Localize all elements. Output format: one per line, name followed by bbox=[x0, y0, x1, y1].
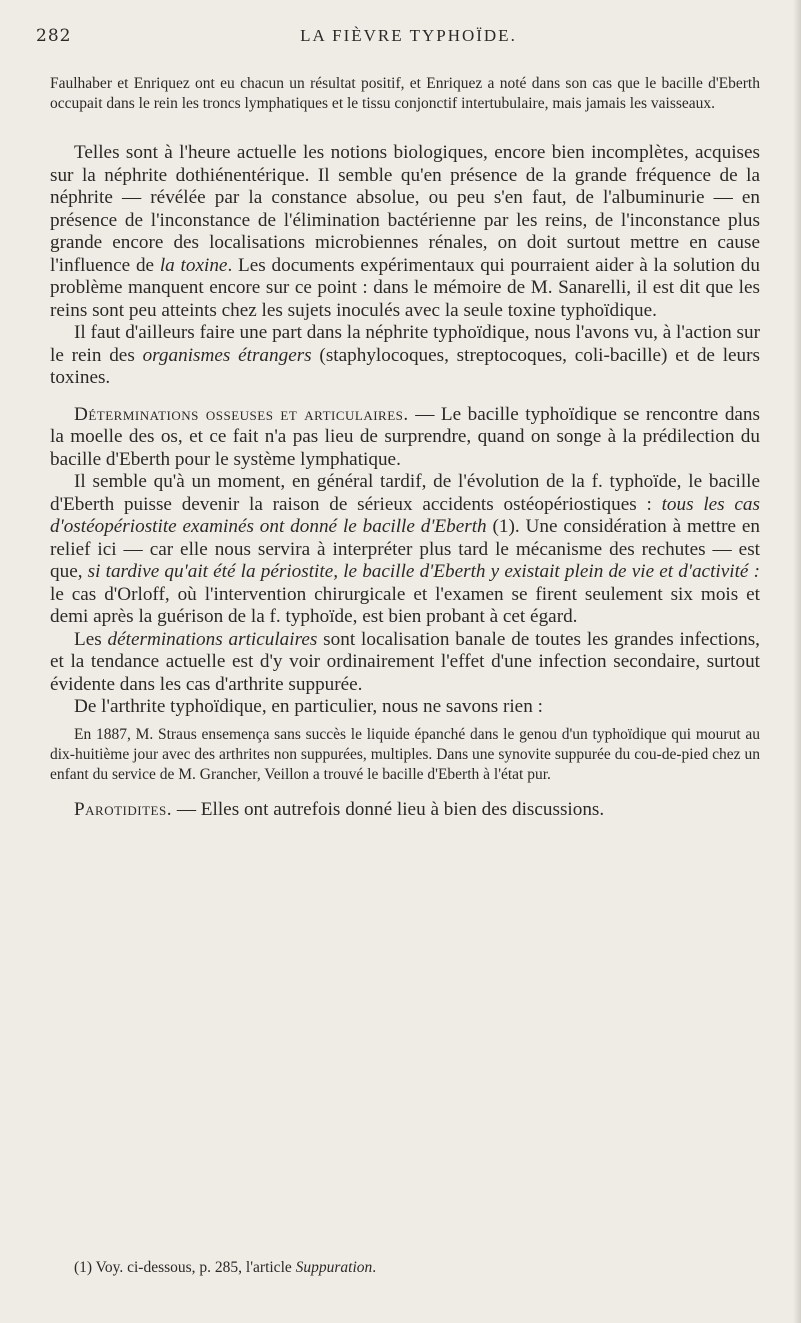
paragraph-articular: Les déterminations articulaires sont localisation banale de toutes les grandes infections, et la tendance actuelle est d'y voir ordinairement l'effet d'une infection secondaire, surtout évidente dans les cas d'arthrite suppurée. bbox=[50, 628, 760, 695]
page-header bbox=[36, 18, 781, 50]
section-heading: Parotidites. bbox=[74, 798, 173, 820]
paragraph-osteoperiostitis: Il semble qu'à un moment, en général tardif, de l'évolution de la f. typhoïde, le bacille d'Eberth puisse devenir la raison de sérieux accidents ostéopériostiques : tous les cas d'ostéopériostite examinés ont donné le bacille d'Eberth (1). Une considération à mettre en relief ici — car elle nous servira à interpréter plus tard le mécanisme des rechutes — est que, si tardive qu'ait été la périostite, le bacille d'Eberth y existait plein de vie et d'activité : le cas d'Orloff, où l'intervention chirurgicale et l'examen se firent seulement six mois et demi après la guérison de la f. typhoïde, est bien probant à cet égard. bbox=[50, 471, 760, 627]
page-number: 282 bbox=[36, 26, 72, 46]
paragraph-biological-notions: Telles sont à l'heure actuelle les notions biologiques, encore bien incomplètes, acquises sur la néphrite dothiénentérique. Il semble qu'en présence de la grande fréquence de la néphrite — révélée par la constance absolue, ou peu s'en faut, de l'albuminurie — en présence de l'inconstance de l'élimination bactérienne par les reins, de l'inconstance plus grande encore des localisations microbiennes rénales, on doit surtout mettre en cause l'influence de la toxine. Les documents expérimentaux qui pourraient aider à la solution du problème manquent encore sur ce point : dans le mémoire de M. Sanarelli, il est dit que les reins sont peu atteints chez les sujets inoculés avec la seule toxine typhoïdique. bbox=[50, 142, 760, 321]
paragraph-arthritis: De l'arthrite typhoïdique, en particulier, nous ne savons rien : bbox=[74, 696, 543, 717]
paragraph-continued: Faulhaber et Enriquez ont eu chacun un résultat positif, et Enriquez a noté dans son cas que le bacille d'Eberth occupait dans le rein les troncs lymphatiques et le tissu conjonctif intertubulaire, mais jamais les vaisseaux. bbox=[50, 75, 760, 112]
text-block-continued bbox=[50, 74, 760, 114]
running-head: LA FIÈVRE TYPHOÏDE. bbox=[300, 26, 517, 45]
paragraph-parotiditis: Parotidites. — Elles ont autrefois donné lieu à bien des discussions. bbox=[74, 798, 605, 820]
footnote-block bbox=[50, 1258, 760, 1278]
section-heading: Déterminations osseuses et articulaires. bbox=[74, 403, 409, 425]
paragraph-small-straus: En 1887, M. Straus ensemença sans succès le liquide épanché dans le genou d'un typhoïdique qui mourut au dix-huitième jour avec des arthrites non suppurées, multiples. Dans une synovite suppurée du cou-de-pied chez un enfant du service de M. Grancher, Veillon a trouvé le bacille d'Eberth à l'état pur. bbox=[50, 725, 760, 783]
paragraph-foreign-organisms: Il faut d'ailleurs faire une part dans la néphrite typhoïdique, nous l'avons vu, à l'action sur le rein des organismes étrangers (staphylocoques, streptocoques, coli-bacille) et de leurs toxines. bbox=[50, 322, 760, 388]
italic-term: la toxine bbox=[159, 254, 228, 276]
footnote: (1) Voy. ci-dessous, p. 285, l'article Suppuration. bbox=[74, 1259, 377, 1276]
italic-term: organismes étrangers bbox=[142, 344, 312, 366]
text-block-main bbox=[50, 142, 760, 821]
paragraph-bone-joint: Déterminations osseuses et articulaires. — Le bacille typhoïdique se rencontre dans la moelle des os, et ce fait n'a pas lieu de surprendre, quand on songe à la prédilection du bacille d'Eberth pour le système lymphatique. bbox=[50, 403, 760, 470]
page-edge-shadow bbox=[793, 0, 801, 1323]
